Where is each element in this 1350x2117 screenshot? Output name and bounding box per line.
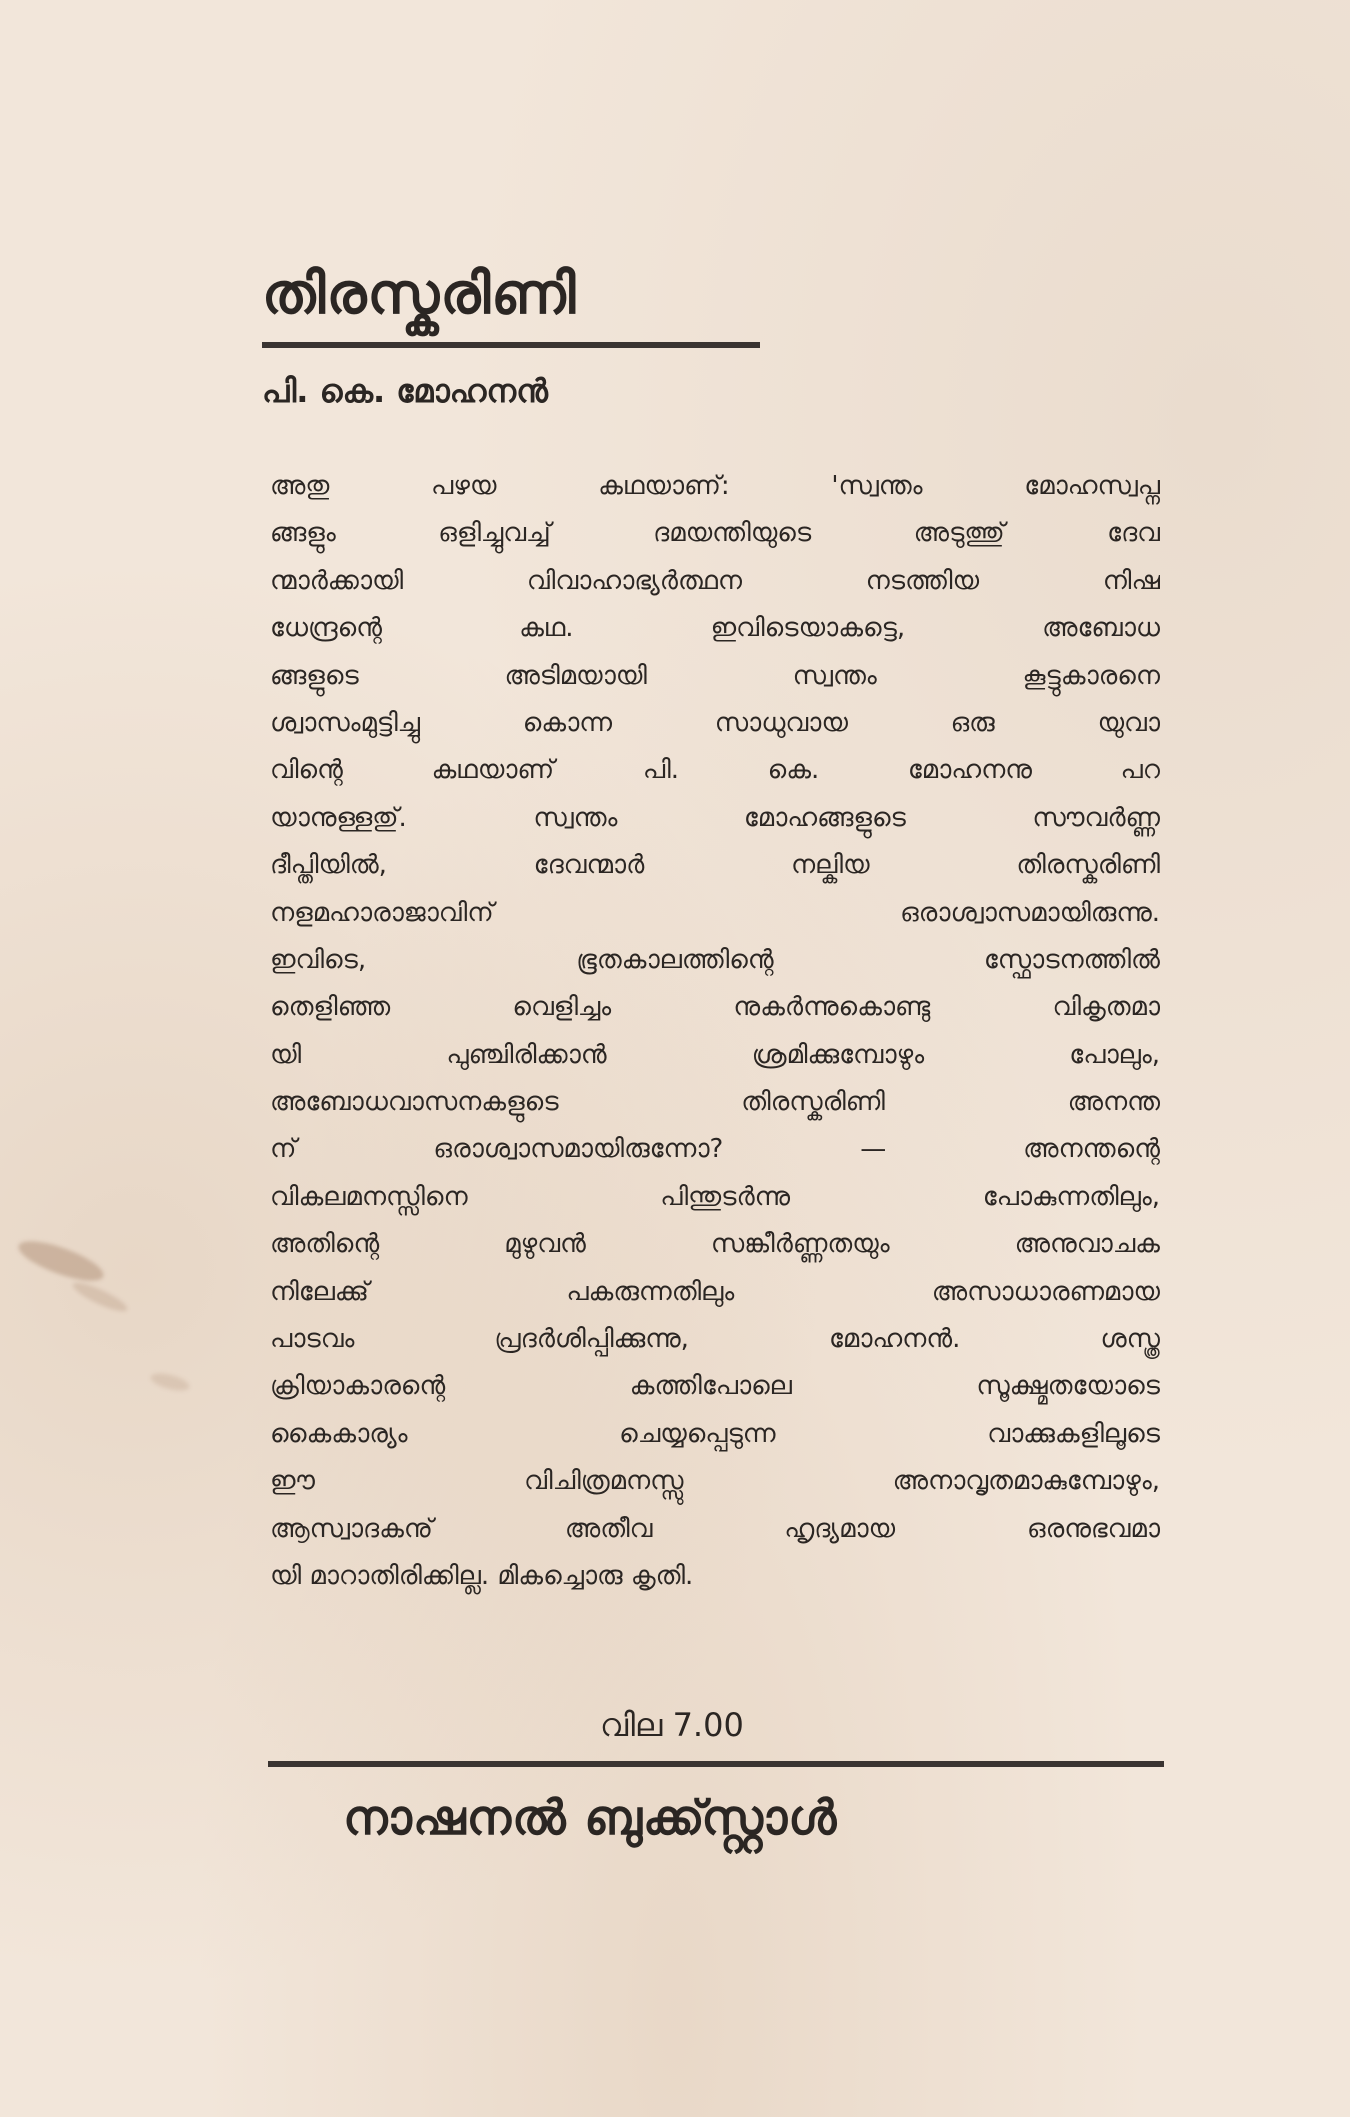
blurb-line: നിലേക്കു് പകരുന്നതിലും അസാധാരണമായ <box>270 1276 1160 1307</box>
title-underline <box>262 342 760 348</box>
blurb-paragraph <box>270 463 1160 1653</box>
blurb-line: ശ്വാസംമുട്ടിച്ചു കൊന്ന സാധുവായ ഒരു യുവാ <box>270 707 1160 738</box>
blurb-line: അതിന്റെ മുഴുവൻ സങ്കീർണ്ണതയും അനുവാചക <box>270 1229 1160 1260</box>
paper-stain <box>14 1233 107 1288</box>
blurb-line: അതു പഴയ കഥയാണ്: 'സ്വന്തം മോഹസ്വപ്ന <box>270 471 1160 501</box>
paper-stain <box>70 1278 130 1316</box>
blurb-line: കൈകാര്യം ചെയ്യപ്പെടുന്ന വാക്കുകളിലൂടെ <box>270 1418 1160 1449</box>
price-label: വില 7.00 <box>600 1706 744 1744</box>
blurb-line: ന് ഒരാശ്വാസമായിരുന്നോ? — അനന്തന്റെ <box>270 1134 1160 1165</box>
book-title: തിരസ്കരിണി <box>262 262 577 327</box>
blurb-line: വിന്റെ കഥയാണ് പി. കെ. മോഹനനു പറ <box>270 755 1160 786</box>
blurb-line: നളമഹാരാജാവിന് ഒരാശ്വാസമായിരുന്നു. <box>270 897 1160 928</box>
blurb-line: അബോധവാസനകളുടെ തിരസ്കരിണി അനന്ത <box>270 1087 1160 1118</box>
blurb-line: ആസ്വാദകനു് അതീവ ഹൃദ്യമായ ഒരനുഭവമാ <box>270 1513 1160 1544</box>
blurb-line: ന്മാർക്കായി വിവാഹാഭ്യർത്ഥന നടത്തിയ നിഷ <box>270 565 1160 596</box>
blurb-line: യി മാറാതിരിക്കില്ല. മികച്ചൊരു കൃതി. <box>270 1560 694 1591</box>
publisher-divider <box>268 1761 1164 1767</box>
blurb-line: വികലമനസ്സിനെ പിന്തുടർന്നു പോകുന്നതിലും, <box>270 1181 1160 1212</box>
blurb-line: ങ്ങളും ഒളിച്ചുവച്ച് ദമയന്തിയുടെ അടുത്തു് ദേവ <box>270 518 1160 549</box>
blurb-line: ഇവിടെ, ഭൂതകാലത്തിന്റെ സ്ഫോടനത്തിൽ <box>270 944 1160 975</box>
blurb-line: ദീപ്തിയിൽ, ദേവന്മാർ നല്കിയ തിരസ്കരിണി <box>270 850 1160 881</box>
paper-stain <box>149 1370 191 1394</box>
publisher-name: നാഷനൽ ബുക്ക്സ്റ്റാൾ <box>343 1790 838 1846</box>
author-name: പി. കെ. മോഹനൻ <box>262 372 548 410</box>
blurb-line: പാടവം പ്രദർശിപ്പിക്കുന്നു, മോഹനൻ. ശസ്ത്ര <box>270 1324 1160 1355</box>
blurb-line: യാനുള്ളതു്. സ്വന്തം മോഹങ്ങളുടെ സൗവർണ്ണ <box>270 802 1160 833</box>
blurb-line: ഈ വിചിത്രമനസ്സു അനാവൃതമാകുമ്പോഴും, <box>270 1466 1160 1497</box>
blurb-line: തെളിഞ്ഞ വെളിച്ചം നുകർന്നുകൊണ്ടു വികൃതമാ <box>270 992 1160 1023</box>
blurb-line: ക്രിയാകാരന്റെ കത്തിപോലെ സൂക്ഷ്മതയോടെ <box>270 1371 1160 1402</box>
blurb-line: യി പുഞ്ചിരിക്കാൻ ശ്രമിക്കുമ്പോഴും പോലും, <box>270 1039 1160 1070</box>
blurb-line: ധേന്ദ്രന്റെ കഥ. ഇവിടെയാകട്ടെ, അബോധ <box>270 613 1160 644</box>
blurb-line: ങ്ങളുടെ അടിമയായി സ്വന്തം കൂട്ടുകാരനെ <box>270 660 1160 691</box>
